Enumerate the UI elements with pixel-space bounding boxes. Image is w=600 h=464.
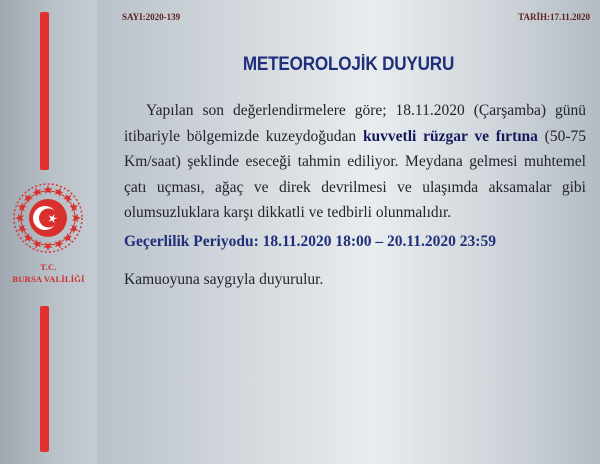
sidebar xyxy=(0,0,98,464)
body-text-start: Yapılan son değerlendirmelere göre; 18.11.2020 (Çarşamba) günü itibariyle bölgemizde kuzeydoğudan xyxy=(124,102,586,145)
red-accent-bar-top xyxy=(40,12,49,170)
red-accent-bar-bottom xyxy=(40,306,49,452)
org-line-bursa-valiligi: BURSA VALİLİĞİ xyxy=(12,274,85,284)
turkish-state-emblem-icon xyxy=(12,182,84,254)
body-text-end: (50-75 Km/saat) şeklinde eseceği tahmin ediliyor. Meydana gelmesi muhtemel çatı uçması, ağaç ve direk devrilmesi ve ulaşımda aksamalar gibi olumsuzluklara karşı dikkatli ve tedbirli olunmalıdır. xyxy=(124,127,586,222)
org-line-tc: T.C. xyxy=(40,262,57,272)
validity-period: Geçerlilik Periyodu: 18.11.2020 18:00 – 20.11.2020 23:59 xyxy=(124,233,496,250)
closing-line: Kamuoyuna saygıyla duyurulur. xyxy=(124,271,324,288)
page-title: METEOROLOJİK DUYURU xyxy=(242,54,455,75)
document-number: SAYI:2020-139 xyxy=(122,12,181,22)
document-date: TARİH:17.11.2020 xyxy=(518,12,590,22)
announcement-panel xyxy=(97,0,600,464)
body-text-emphasis: kuvvetli rüzgar ve fırtına xyxy=(362,127,538,145)
announcement-body xyxy=(124,98,586,226)
